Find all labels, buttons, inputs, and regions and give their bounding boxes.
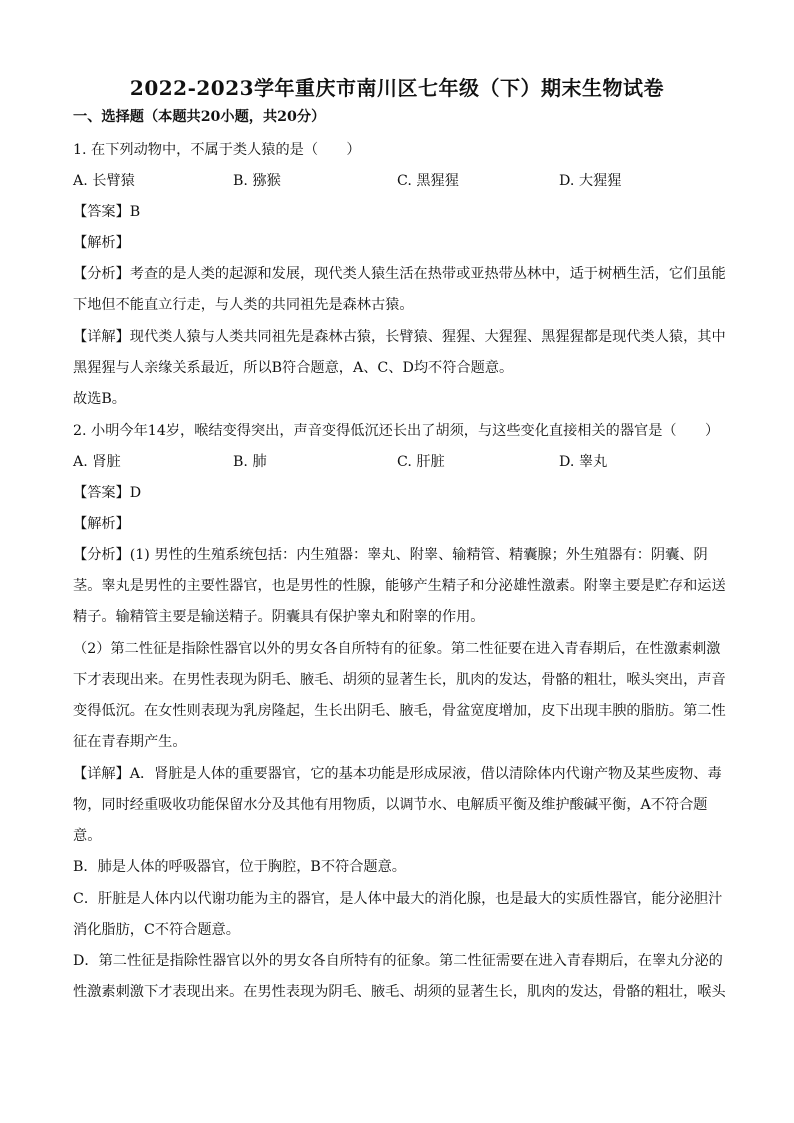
question-2-fenxi-line: 茎。睾丸是男性的主要性器官，也是男性的性腺，能够产生精子和分泌雄性激素。附睾主要是贮存和运送	[73, 578, 726, 594]
question-2-option-c: C. 肝脏	[397, 454, 445, 470]
question-2-fenxi-line: 下才表现出来。在男性表现为阴毛、腋毛、胡须的显著生长，肌肉的发达，骨骼的粗壮，喉头突出，声音	[73, 672, 726, 688]
question-1-stem: 1. 在下列动物中，不属于类人猿的是（ ）	[73, 142, 361, 158]
question-2-option-a: A. 肾脏	[73, 454, 121, 470]
page-title: 2022-2023学年重庆市南川区七年级（下）期末生物试卷	[129, 76, 665, 100]
question-2-answer: 【答案】D	[73, 485, 142, 501]
question-2-fenxi-line: 【分析】(1) 男性的生殖系统包括：内生殖器：睾丸、附睾、输精管、精囊腺；外生殖器有：阴囊、阴	[73, 547, 708, 563]
question-2-option-b: B. 肺	[233, 454, 267, 470]
question-2-fenxi-line: 精子。输精管主要是输送精子。阴囊具有保护睾丸和附睾的作用。	[73, 609, 485, 625]
question-2-fenxi-line: 征在青春期产生。	[73, 734, 187, 750]
question-1-option-c: C. 黑猩猩	[397, 173, 459, 189]
question-1-fenxi-line: 【分析】考查的是人类的起源和发展，现代类人猿生活在热带或亚热带丛林中，适于树栖生活，它们虽能	[73, 266, 726, 282]
question-2-xiangjie-line: 意。	[73, 828, 102, 844]
question-2-xiangjie-line: 物，同时经重吸收功能保留水分及其他有用物质，以调节水、电解质平衡及维护酸碱平衡，A不符合题	[73, 797, 708, 813]
question-2-xiangjie-line: 【详解】A．肾脏是人体的重要器官，它的基本功能是形成尿液，借以清除体内代谢产物及某些废物、毒	[73, 766, 722, 782]
question-1-option-d: D. 大猩猩	[559, 173, 622, 189]
question-2-xiangjie-line: C．肝脏是人体内以代谢功能为主的器官，是人体中最大的消化腺，也是最大的实质性器官，能分泌胆汁	[73, 891, 723, 907]
question-2-fenxi-line: （2）第二性征是指除性器官以外的男女各自所特有的征象。第二性征要在进入青春期后，在性激素刺激	[73, 641, 721, 657]
question-2-stem: 2. 小明今年14岁，喉结变得突出，声音变得低沉还长出了胡须，与这些变化直接相关的器官是（ ）	[73, 423, 720, 439]
question-1-analysis-label: 【解析】	[73, 235, 130, 251]
question-2-xiangjie-line: D．第二性征是指除性器官以外的男女各自所特有的征象。第二性征需要在进入青春期后，在睾丸分泌的	[73, 953, 723, 969]
question-1-xiangjie-line: 【详解】现代类人猿与人类共同祖先是森林古猿，长臂猿、猩猩、大猩猩、黑猩猩都是现代类人猿，其中	[73, 329, 726, 345]
question-2-xiangjie-line: 性激素刺激下才表现出来。在男性表现为阴毛、腋毛、胡须的显著生长，肌肉的发达，骨骼的粗壮，喉头	[73, 984, 726, 1000]
question-2-option-d: D. 睾丸	[559, 454, 608, 470]
question-1-conclusion: 故选B。	[73, 391, 126, 407]
question-1-option-b: B. 猕猴	[233, 173, 281, 189]
question-2-xiangjie-line: B．肺是人体的呼吸器官，位于胸腔，B不符合题意。	[73, 859, 406, 875]
question-2-fenxi-line: 变得低沉。在女性则表现为乳房隆起，生长出阴毛、腋毛，骨盆宽度增加，皮下出现丰腴的脂肪。第二性	[73, 703, 726, 719]
question-1-xiangjie-line: 黑猩猩与人亲缘关系最近，所以B符合题意，A、C、D均不符合题意。	[73, 360, 514, 376]
question-1-option-a: A. 长臂猿	[73, 173, 135, 189]
section-heading: 一、选择题（本题共20小题，共20分）	[73, 109, 326, 125]
question-2-xiangjie-line: 消化脂肪，C不符合题意。	[73, 922, 240, 938]
question-1-answer: 【答案】B	[73, 204, 141, 220]
question-2-analysis-label: 【解析】	[73, 516, 130, 532]
question-1-fenxi-line: 下地但不能直立行走，与人类的共同祖先是森林古猿。	[73, 297, 414, 313]
